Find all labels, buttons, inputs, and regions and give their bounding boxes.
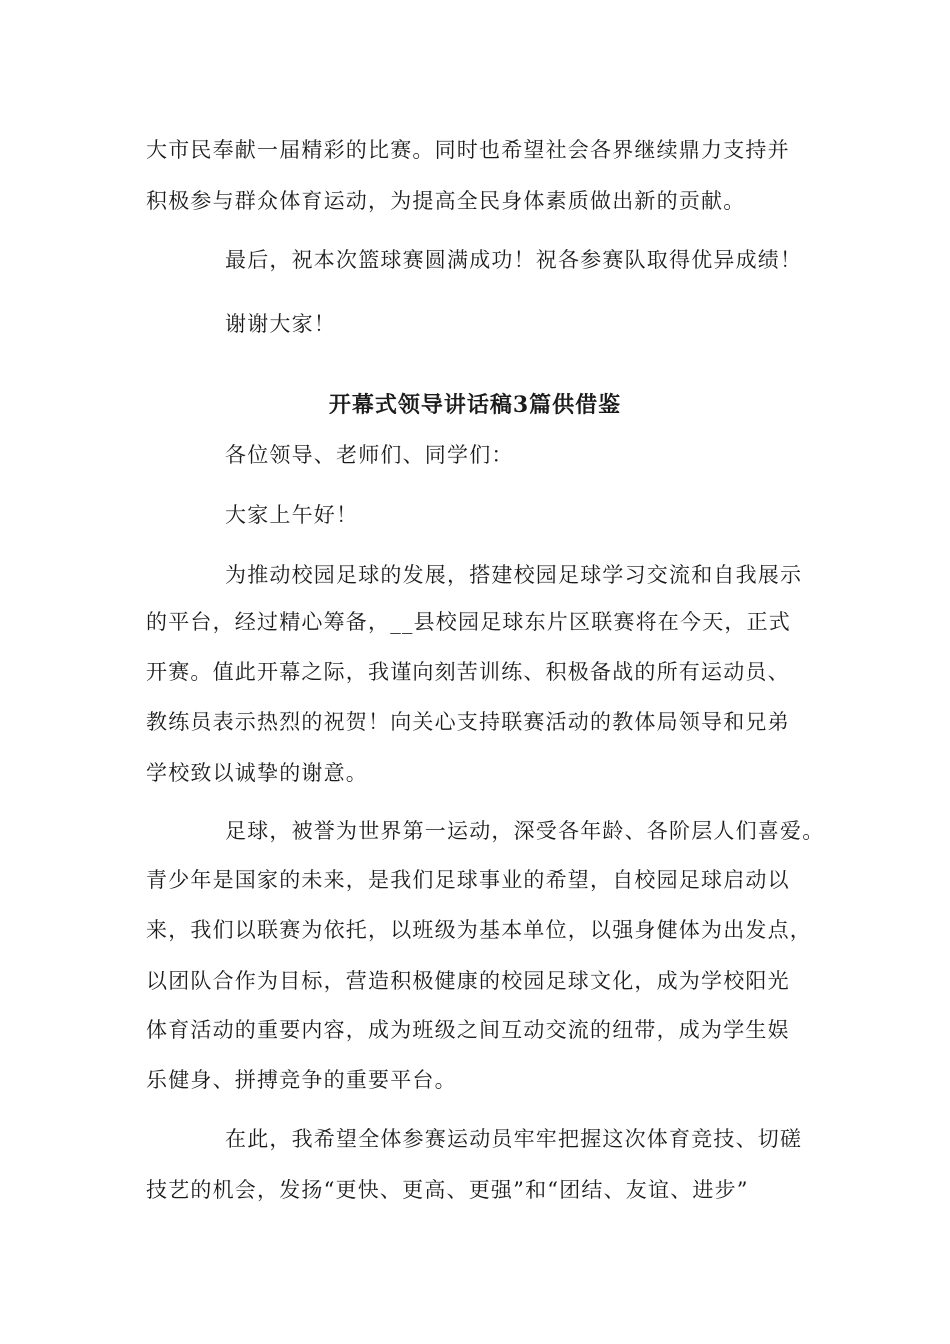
intro-line-1: 大市民奉献一届精彩的比赛。同时也希望社会各界继续鼎力支持并 xyxy=(146,138,790,162)
paragraph1-line-4: 教练员表示热烈的祝贺！向关心支持联赛活动的教体局领导和兄弟 xyxy=(146,710,790,734)
paragraph2-line-2: 青少年是国家的未来，是我们足球事业的希望，自校园足球启动以 xyxy=(146,868,790,892)
paragraph1-line-3: 开赛。值此开幕之际，我谨向刻苦训练、积极备战的所有运动员、 xyxy=(146,660,790,684)
section-title: 开幕式领导讲话稿3篇供借鉴 xyxy=(328,392,622,418)
paragraph3-line-1: 在此，我希望全体参赛运动员牢牢把握这次体育竞技、切磋 xyxy=(225,1127,803,1151)
paragraph1-line-5: 学校致以诚挚的谢意。 xyxy=(146,761,368,785)
paragraph3-line-2: 技艺的机会，发扬“更快、更高、更强”和“团结、友谊、进步” xyxy=(146,1178,749,1202)
closing-wishes: 最后，祝本次篮球赛圆满成功！祝各参赛队取得优异成绩！ xyxy=(225,248,803,272)
greeting: 大家上午好！ xyxy=(225,503,359,527)
salutation: 各位领导、老师们、同学们： xyxy=(225,443,514,467)
paragraph2-line-4: 以团队合作为目标，营造积极健康的校园足球文化，成为学校阳光 xyxy=(146,969,790,993)
paragraph1-line-2: 的平台，经过精心筹备，__县校园足球东片区联赛将在今天，正式 xyxy=(146,610,791,634)
intro-line-2: 积极参与群众体育运动，为提高全民身体素质做出新的贡献。 xyxy=(146,189,746,213)
paragraph2-line-6: 乐健身、拼搏竞争的重要平台。 xyxy=(146,1068,457,1092)
paragraph2-line-5: 体育活动的重要内容，成为班级之间互动交流的纽带，成为学生娱 xyxy=(146,1018,790,1042)
paragraph1-line-1: 为推动校园足球的发展，搭建校园足球学习交流和自我展示 xyxy=(225,563,803,587)
paragraph2-line-3: 来，我们以联赛为依托，以班级为基本单位，以强身健体为出发点， xyxy=(146,918,812,942)
paragraph2-line-1: 足球，被誉为世界第一运动，深受各年龄、各阶层人们喜爱。 xyxy=(225,819,825,843)
thanks-line: 谢谢大家！ xyxy=(225,312,336,336)
